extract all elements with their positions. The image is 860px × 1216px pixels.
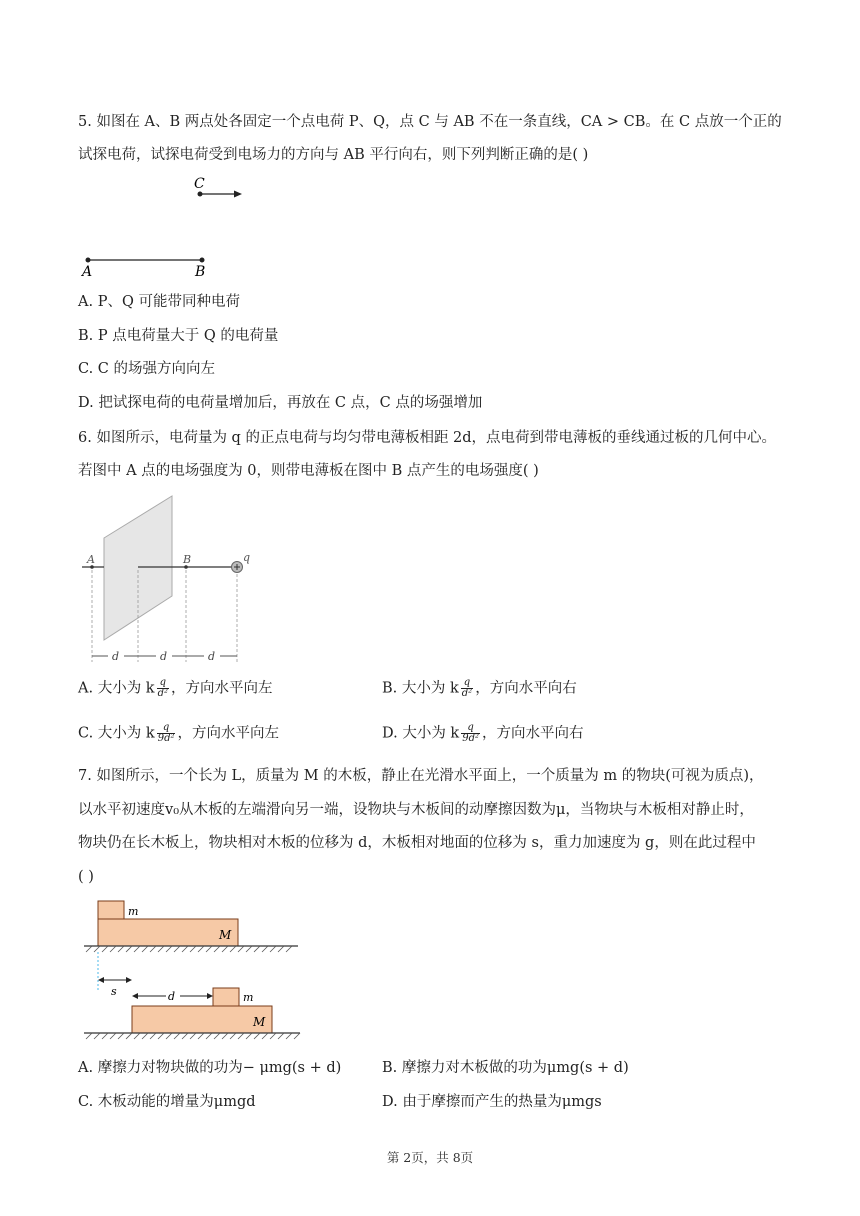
q5-point-b xyxy=(200,258,205,263)
q5-point-a xyxy=(86,258,91,263)
q5-figure xyxy=(78,170,258,282)
q6-label-b: B xyxy=(183,553,192,566)
q7-option-d: D. 由于摩擦而产生的热量为μmgs xyxy=(382,1094,602,1110)
q6-label-d3: d xyxy=(208,650,216,663)
q7-label-m2: m xyxy=(243,991,254,1004)
q7-stem-line2: 以水平初速度v₀从木板的左端滑向另一端，设物块与木板间的动摩擦因数为μ，当物块与木板相对静止时， xyxy=(78,802,754,818)
q5-option-b: B. P 点电荷量大于 Q 的电荷量 xyxy=(78,328,279,344)
q7-figure xyxy=(78,898,308,1048)
q7-stem-line4: ( ) xyxy=(78,869,94,885)
q7-option-b: B. 摩擦力对木板做的功为μmg(s + d) xyxy=(382,1060,629,1076)
q7-label-s: s xyxy=(111,985,117,998)
q7-board-final xyxy=(132,1006,272,1033)
q6-option-d: D. 大小为 k $\frac{q}{\text{9d²}}$ ，方向水平向右 xyxy=(382,722,584,744)
q6-label-q: q xyxy=(243,551,251,564)
q6-label-a: A xyxy=(87,553,95,566)
q5-option-d: D. 把试探电荷的电荷量增加后，再放在 C 点，C 点的场强增加 xyxy=(78,395,483,411)
q6-label-d2: d xyxy=(160,650,168,663)
q7-option-c: C. 木板动能的增量为μmgd xyxy=(78,1094,256,1110)
q5-force-arrowhead xyxy=(234,191,242,198)
q5-label-a: A xyxy=(82,264,93,280)
q6-stem-line2: 若图中 A 点的电场强度为 0，则带电薄板在图中 B 点产生的电场强度( ) xyxy=(78,463,539,479)
q6-charged-plate xyxy=(104,496,172,640)
q7-label-m1: m xyxy=(128,905,139,918)
q5-option-a: A. P、Q 可能带同种电荷 xyxy=(78,294,240,310)
q6-option-a: A. 大小为 k $\frac{q}{\text{d²}}$ ，方向水平向左 xyxy=(78,677,273,699)
q7-option-a: A. 摩擦力对物块做的功为− μmg(s + d) xyxy=(78,1060,342,1076)
q5-stem-line1: 5. 如图在 A、B 两点处各固定一个点电荷 P、Q，点 C 与 AB 不在一条直线，CA > CB。在 C 点放一个正的 xyxy=(78,114,782,130)
q7-label-d: d xyxy=(168,990,176,1003)
q5-label-b: B xyxy=(195,264,206,280)
q7-board-initial xyxy=(98,919,238,946)
q6-label-d1: d xyxy=(112,650,120,663)
q6-option-b: B. 大小为 k $\frac{q}{\text{d²}}$ ，方向水平向右 xyxy=(382,677,577,699)
q5-label-c: C xyxy=(194,176,205,192)
q5-stem-line2: 试探电荷，试探电荷受到电场力的方向与 AB 平行向右，则下列判断正确的是( ) xyxy=(78,147,589,163)
q7-stem-line3: 物块仍在长木板上，物块相对木板的位移为 d，木板相对地面的位移为 s，重力加速度为 g，则在此过程中 xyxy=(78,835,756,851)
q6-option-c: C. 大小为 k $\frac{q}{\text{9d²}}$ ，方向水平向左 xyxy=(78,722,279,744)
q7-block-initial xyxy=(98,901,124,919)
q5-option-c: C. C 的场强方向向左 xyxy=(78,361,215,377)
q7-block-final xyxy=(213,988,239,1006)
page-footer: 第 2页，共 8页 xyxy=(386,1150,474,1165)
q7-label-M2: M xyxy=(253,1015,266,1029)
q6-figure xyxy=(78,490,258,665)
q7-stem-line1: 7. 如图所示，一个长为 L，质量为 M 的木板，静止在光滑水平面上，一个质量为 m 的物块(可视为质点)， xyxy=(78,768,764,784)
q6-stem-line1: 6. 如图所示，电荷量为 q 的正点电荷与均匀带电薄板相距 2d，点电荷到带电薄板的垂线通过板的几何中心。 xyxy=(78,430,777,446)
q7-label-M1: M xyxy=(219,928,232,942)
